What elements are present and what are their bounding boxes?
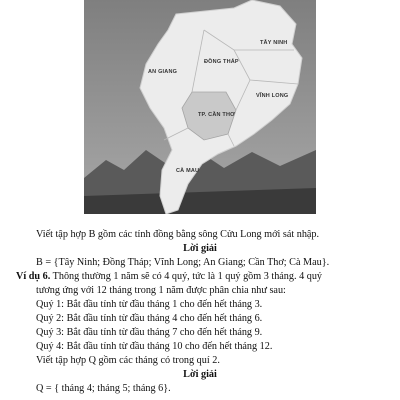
question-set-q: Viết tập hợp Q gồm các tháng có trong quí 2. bbox=[36, 355, 220, 366]
answer-set-q: Q = { tháng 4; tháng 5; tháng 6}. bbox=[36, 383, 171, 394]
example-text: Thông thường 1 năm sẽ có 4 quý, tức là 1 quý gồm 3 tháng. 4 quý bbox=[50, 271, 323, 282]
answer-set-b: B = {Tây Ninh; Đồng Tháp; Vĩnh Long; An Giang; Cần Thơ; Cà Mau}. bbox=[36, 257, 330, 268]
example-label: Ví dụ 6. bbox=[16, 271, 51, 282]
map-figure bbox=[84, 0, 316, 214]
map-illustration bbox=[84, 0, 316, 214]
quarter-4: Quý 4: Bắt đầu tính từ đầu tháng 10 cho đến hết tháng 12. bbox=[36, 341, 273, 352]
solution-heading-2: Lời giải bbox=[183, 369, 217, 380]
map-label-tay-ninh: TÂY NINH bbox=[260, 40, 288, 46]
map-label-can-tho: TP. CẦN THƠ bbox=[198, 112, 236, 118]
solution-heading-1: Lời giải bbox=[183, 243, 217, 254]
quarter-3: Quý 3: Bắt đầu tính từ đầu tháng 7 cho đến hết tháng 9. bbox=[36, 327, 263, 338]
map-label-vinh-long: VĨNH LONG bbox=[256, 93, 289, 99]
example-6-line bbox=[16, 270, 322, 283]
map-label-dong-thap: ĐỒNG THÁP bbox=[204, 59, 239, 65]
quarter-2: Quý 2: Bắt đầu tính từ đầu tháng 4 cho đến hết tháng 6. bbox=[36, 313, 263, 324]
example-text-continued: tương ứng với 12 tháng trong 1 năm được phân chia như sau: bbox=[36, 285, 286, 296]
map-label-an-giang: AN GIANG bbox=[148, 69, 178, 75]
quarter-1: Quý 1: Bắt đầu tính từ đầu tháng 1 cho đến hết tháng 3. bbox=[36, 299, 263, 310]
question-set-b: Viết tập hợp B gồm các tỉnh đồng bằng sông Cửu Long mới sát nhập. bbox=[36, 229, 320, 240]
map-label-ca-mau: CÀ MAU bbox=[176, 168, 200, 174]
